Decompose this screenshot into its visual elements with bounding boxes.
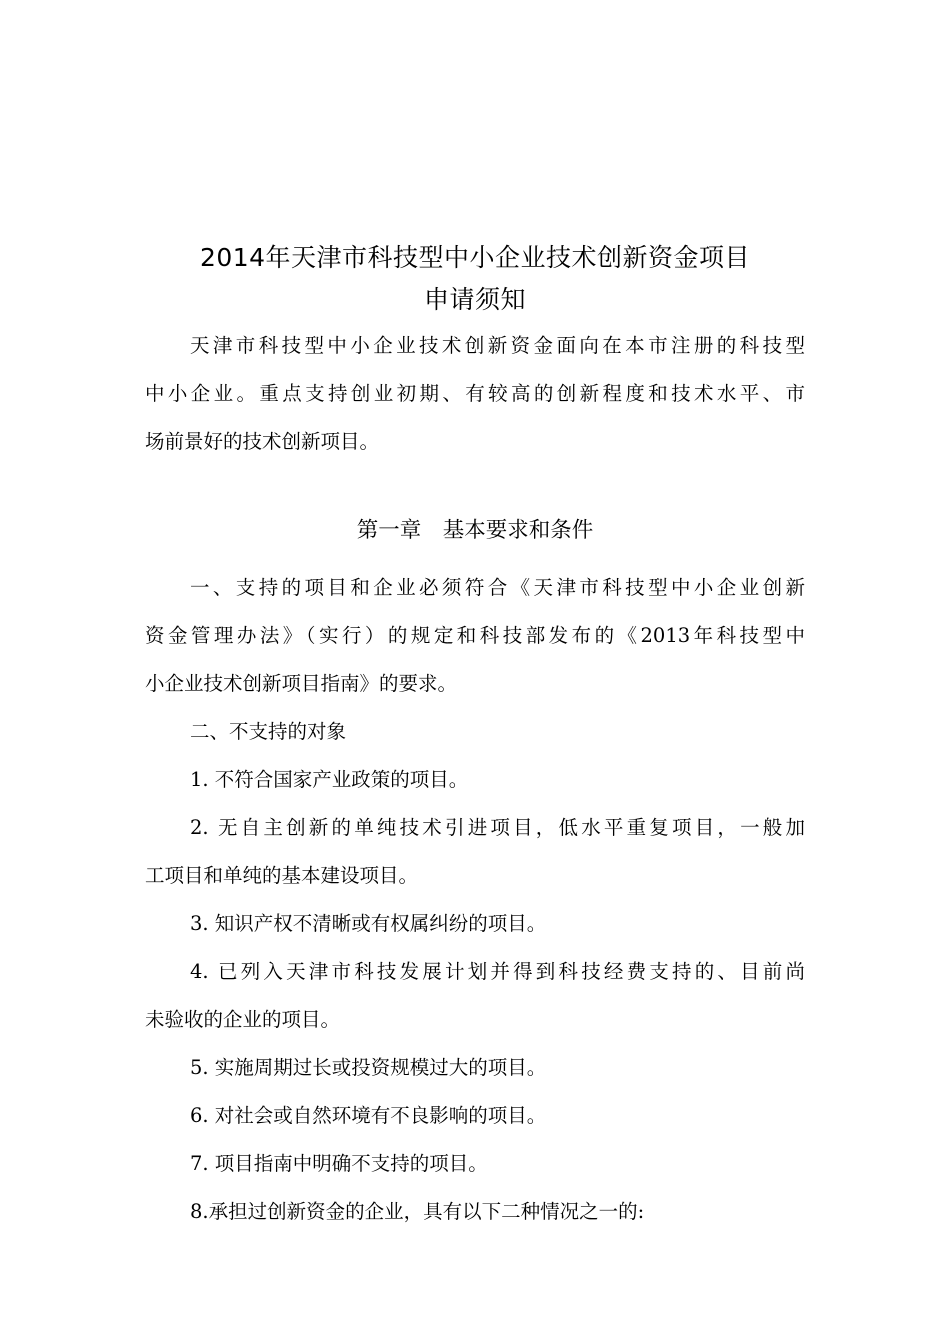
list-item-2-line-2: 工项目和单纯的基本建设项目。 [145, 864, 419, 887]
list-item-4-line-2: 未验收的企业的项目。 [145, 1008, 341, 1031]
item1-line-2: 资金管理办法》（实行）的规定和科技部发布的《2013年科技型中 [145, 624, 805, 647]
list-item-6: 6. 对社会或自然环境有不良影响的项目。 [190, 1104, 547, 1127]
list-item-2-line-1: 2. 无自主创新的单纯技术引进项目，低水平重复项目，一般加 [190, 816, 805, 839]
intro-line-1: 天津市科技型中小企业技术创新资金面向在本市注册的科技型 [190, 334, 805, 357]
list-item-1: 1. 不符合国家产业政策的项目。 [190, 768, 469, 791]
item2-heading: 二、不支持的对象 [190, 720, 347, 743]
list-item-4-line-1: 4. 已列入天津市科技发展计划并得到科技经费支持的、目前尚 [190, 960, 805, 983]
intro-line-3: 场前景好的技术创新项目。 [145, 430, 380, 453]
item1-line-1: 一、支持的项目和企业必须符合《天津市科技型中小企业创新 [190, 576, 805, 599]
list-item-7: 7. 项目指南中明确不支持的项目。 [190, 1152, 488, 1175]
chapter-heading: 第一章 基本要求和条件 [356, 518, 594, 543]
document-title-line1: 2014年天津市科技型中小企业技术创新资金项目 [199, 243, 751, 272]
list-item-5: 5. 实施周期过长或投资规模过大的项目。 [190, 1056, 547, 1079]
list-item-3: 3. 知识产权不清晰或有权属纠纷的项目。 [190, 912, 547, 935]
intro-line-2: 中小企业。重点支持创业初期、有较高的创新程度和技术水平、市 [145, 382, 805, 405]
document-title-line2: 申请须知 [423, 285, 526, 314]
list-item-8: 8.承担过创新资金的企业，具有以下二种情况之一的: [190, 1200, 645, 1223]
item1-line-3: 小企业技术创新项目指南》的要求。 [145, 672, 458, 695]
